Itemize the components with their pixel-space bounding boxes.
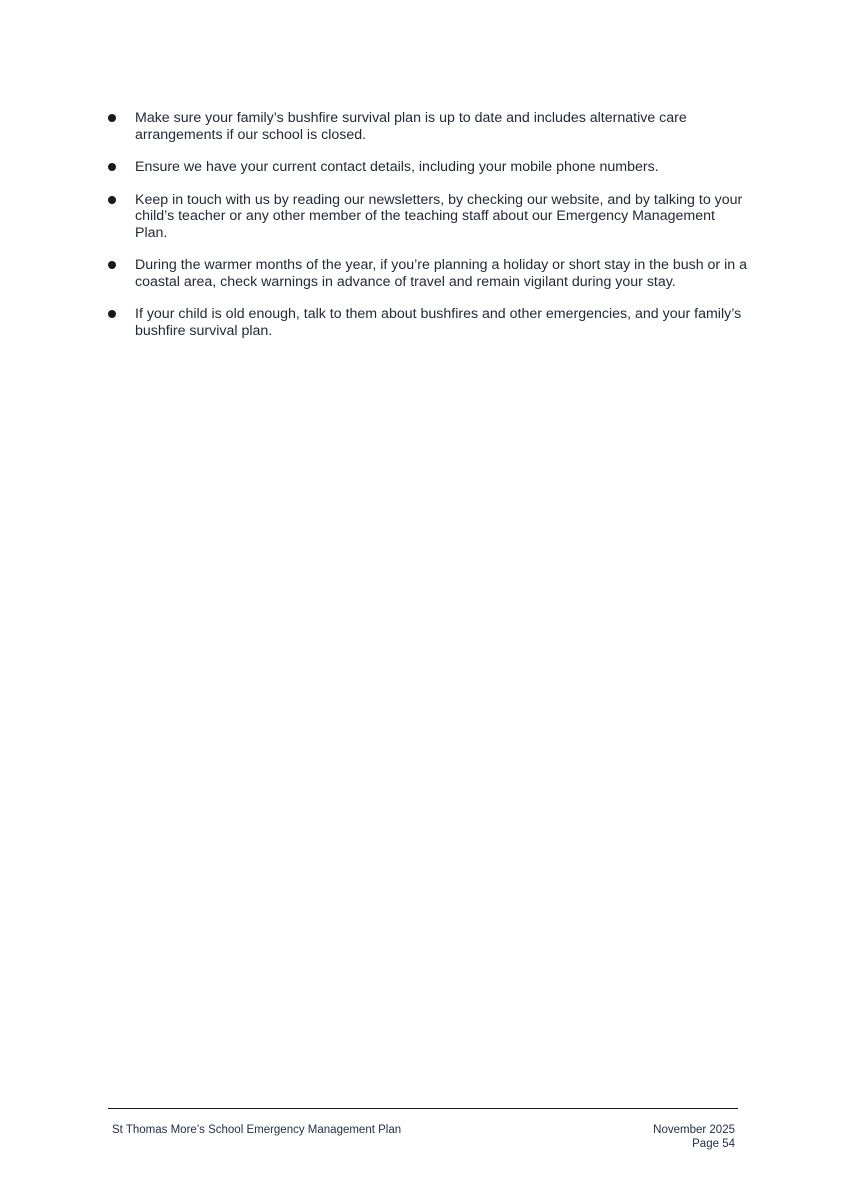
bullet-dot-icon <box>108 196 116 204</box>
footer-page-number: Page 54 <box>692 1138 735 1150</box>
list-item-text: Make sure your family’s bushfire survival plan is up to date and includes alternative care arrangements if our school is closed. <box>135 110 687 143</box>
bullet-dot-icon <box>108 163 116 171</box>
list-item <box>108 110 748 143</box>
list-item <box>108 192 748 242</box>
list-item-text: Keep in touch with us by reading our newsletters, by checking our website, and by talking to your child’s teacher or any other member of the teaching staff about our Emergency Management Plan. <box>135 191 743 241</box>
list-item <box>108 306 748 339</box>
bullet-dot-icon <box>108 310 116 318</box>
footer-document-title: St Thomas More’s School Emergency Management Plan <box>112 1124 402 1136</box>
footer-meta <box>653 1123 735 1151</box>
footer-date: November 2025 <box>653 1124 735 1136</box>
footer-divider <box>108 1108 738 1109</box>
list-item-text: If your child is old enough, talk to them about bushfires and other emergencies, and your family’s bushfire survival plan. <box>135 306 742 339</box>
list-item-text: Ensure we have your current contact details, including your mobile phone numbers. <box>135 159 659 175</box>
list-item <box>108 257 748 290</box>
bullet-dot-icon <box>108 261 116 269</box>
list-item-text: During the warmer months of the year, if you’re planning a holiday or short stay in the bush or in a coastal area, check warnings in advance of travel and remain vigilant during your stay. <box>135 257 747 290</box>
bullet-list <box>108 110 748 355</box>
list-item <box>108 159 748 176</box>
bullet-dot-icon <box>108 114 116 122</box>
